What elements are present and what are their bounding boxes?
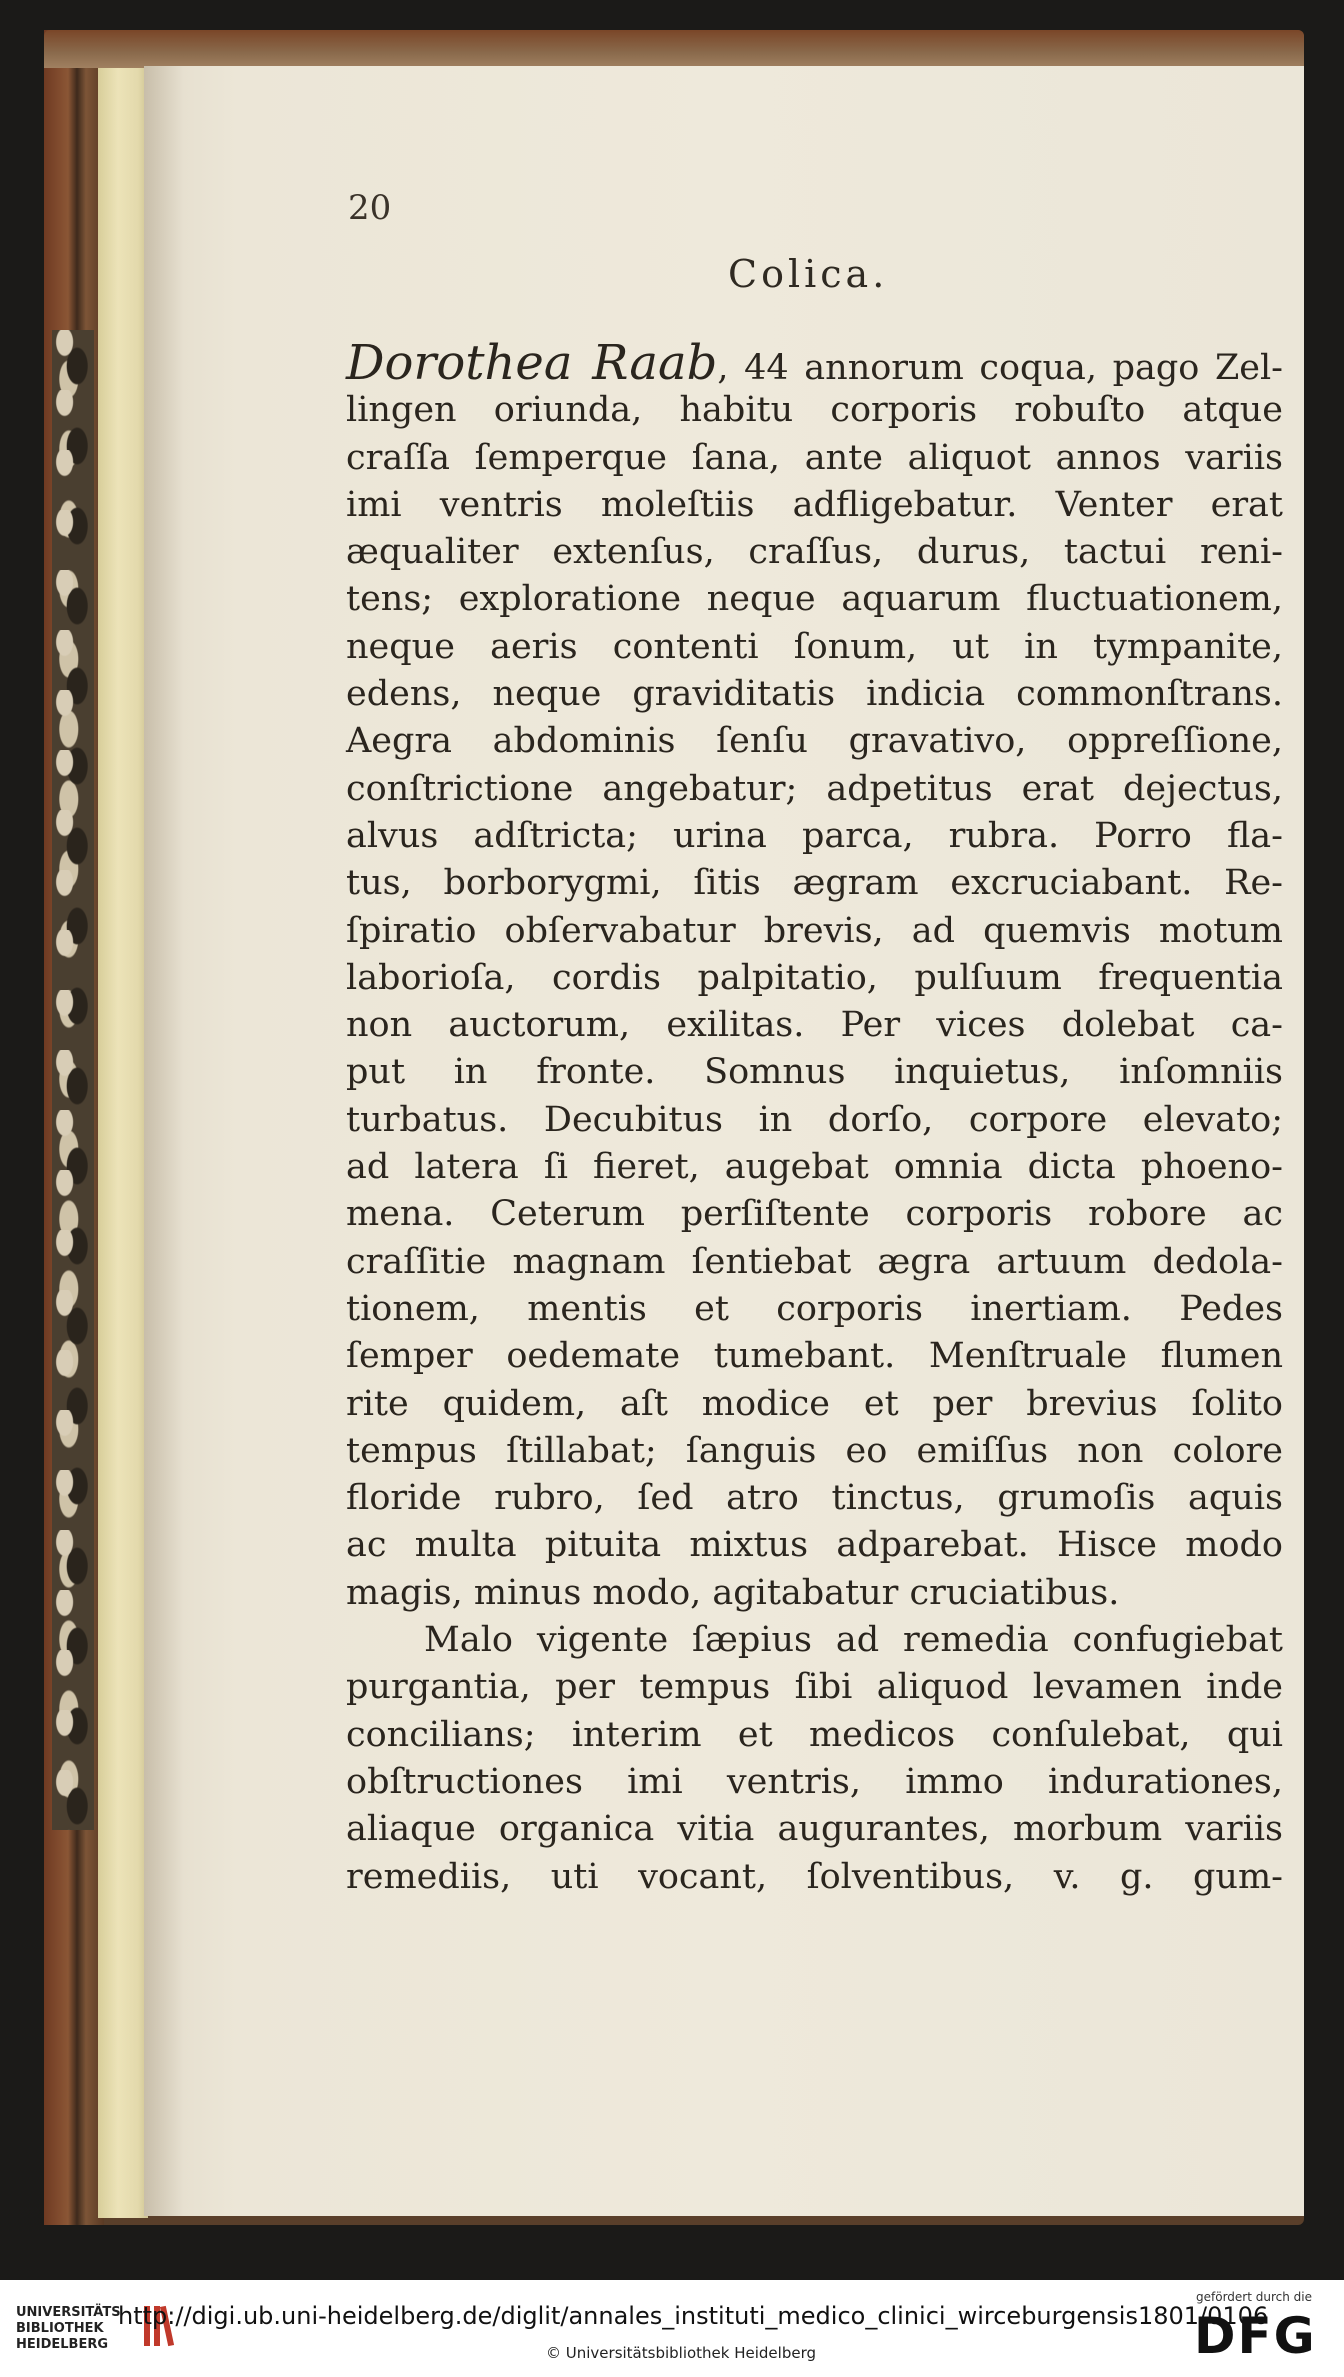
source-url-link[interactable]: http://digi.ub.uni-heidelberg.de/diglit/annales_instituti_medico_clinici_wirceburgensis1801/0106 (118, 2302, 1269, 2330)
text-line-paragraph-start: Malo vigente ſæpius ad remedia confugiebat (424, 1620, 1283, 1661)
first-line-rest: , 44 annorum coqua, pago Zel- (717, 348, 1283, 388)
copyright-notice: © Universitätsbibliothek Heidelberg (546, 2344, 817, 2362)
gutter-shadow (144, 66, 184, 2216)
text-line: neque aeris contenti ſonum, ut in tympanite, (346, 626, 1283, 667)
book-cover-top-edge (44, 30, 1304, 68)
text-line: imi ventris moleſtiis adfligebatur. Venter erat (346, 484, 1283, 525)
text-line: floride rubro, ſed atro tinctus, grumoſis aquis (346, 1478, 1283, 1519)
text-line: purgantia, per tempus ſibi aliquod levamen inde (346, 1667, 1283, 1708)
marbled-endpaper-edge (52, 330, 94, 1830)
text-line: concilians; interim et medicos conſulebat, qui (346, 1714, 1283, 1755)
text-line: magis, minus modo, agitabatur cruciatibus. (346, 1572, 1120, 1613)
library-logo: UNIVERSITÄTS BIBLIOTHEK HEIDELBERG (16, 2305, 121, 2352)
running-head: Colica. (728, 252, 889, 296)
text-line: tens; exploratione neque aquarum fluctuationem, (346, 579, 1283, 620)
text-line: Aegra abdominis ſenſu gravativo, oppreſſione, (346, 721, 1283, 762)
body-text (346, 335, 1283, 1901)
case-name: Dorothea Raab (346, 335, 718, 391)
text-line: aliaque organica vitia augurantes, morbum variis (346, 1809, 1283, 1850)
text-line-1 (346, 335, 1283, 391)
page-number: 20 (348, 188, 392, 228)
text-line: rite quidem, aſt modice et per brevius ſolito (346, 1383, 1283, 1424)
text-line: turbatus. Decubitus in dorſo, corpore elevato; (346, 1099, 1283, 1140)
text-line: obſtructiones imi ventris, immo indurationes, (346, 1761, 1283, 1802)
text-line: ad latera ſi fieret, augebat omnia dicta phoeno- (346, 1147, 1283, 1188)
text-line: ſemper oedemate tumebant. Menſtruale flumen (346, 1336, 1283, 1377)
page-stack-edge (98, 68, 148, 2218)
text-line: ſpiratio obſervabatur brevis, ad quemvis motum (346, 910, 1283, 951)
text-line: craſſitie magnam ſentiebat ægra artuum dedola- (346, 1241, 1283, 1282)
text-line: laborioſa, cordis palpitatio, pulſuum frequentia (346, 957, 1283, 998)
text-line: tempus ſtillabat; ſanguis eo emiſſus non colore (346, 1430, 1283, 1471)
text-line: æqualiter extenſus, craſſus, durus, tactui reni- (346, 532, 1283, 573)
text-line: conſtrictione angebatur; adpetitus erat dejectus, (346, 768, 1283, 809)
text-line: ac multa pituita mixtus adparebat. Hisce modo (346, 1525, 1283, 1566)
text-line: tus, borborygmi, ſitis ægram excruciabant. Re- (346, 863, 1283, 904)
text-line: craſſa ſemperque ſana, ante aliquot annos variis (346, 437, 1283, 478)
funding-note: gefördert durch die (1196, 2290, 1312, 2304)
text-line: non auctorum, exilitas. Per vices dolebat ca- (346, 1005, 1283, 1046)
text-line: tionem, mentis et corporis inertiam. Pedes (346, 1288, 1283, 1329)
text-line: mena. Ceterum perſiſtente corporis robore ac (346, 1194, 1283, 1235)
text-line: remediis, uti vocant, ſolventibus, v. g. gum- (346, 1856, 1283, 1897)
text-line: edens, neque graviditatis indicia commonſtrans. (346, 674, 1283, 715)
text-line: lingen oriunda, habitu corporis robuſto atque (346, 390, 1283, 431)
dfg-logo: DFG (1194, 2307, 1317, 2365)
text-line: put in fronte. Somnus inquietus, inſomniis (346, 1052, 1283, 1093)
text-line: alvus adſtricta; urina parca, rubra. Porro fla- (346, 815, 1283, 856)
